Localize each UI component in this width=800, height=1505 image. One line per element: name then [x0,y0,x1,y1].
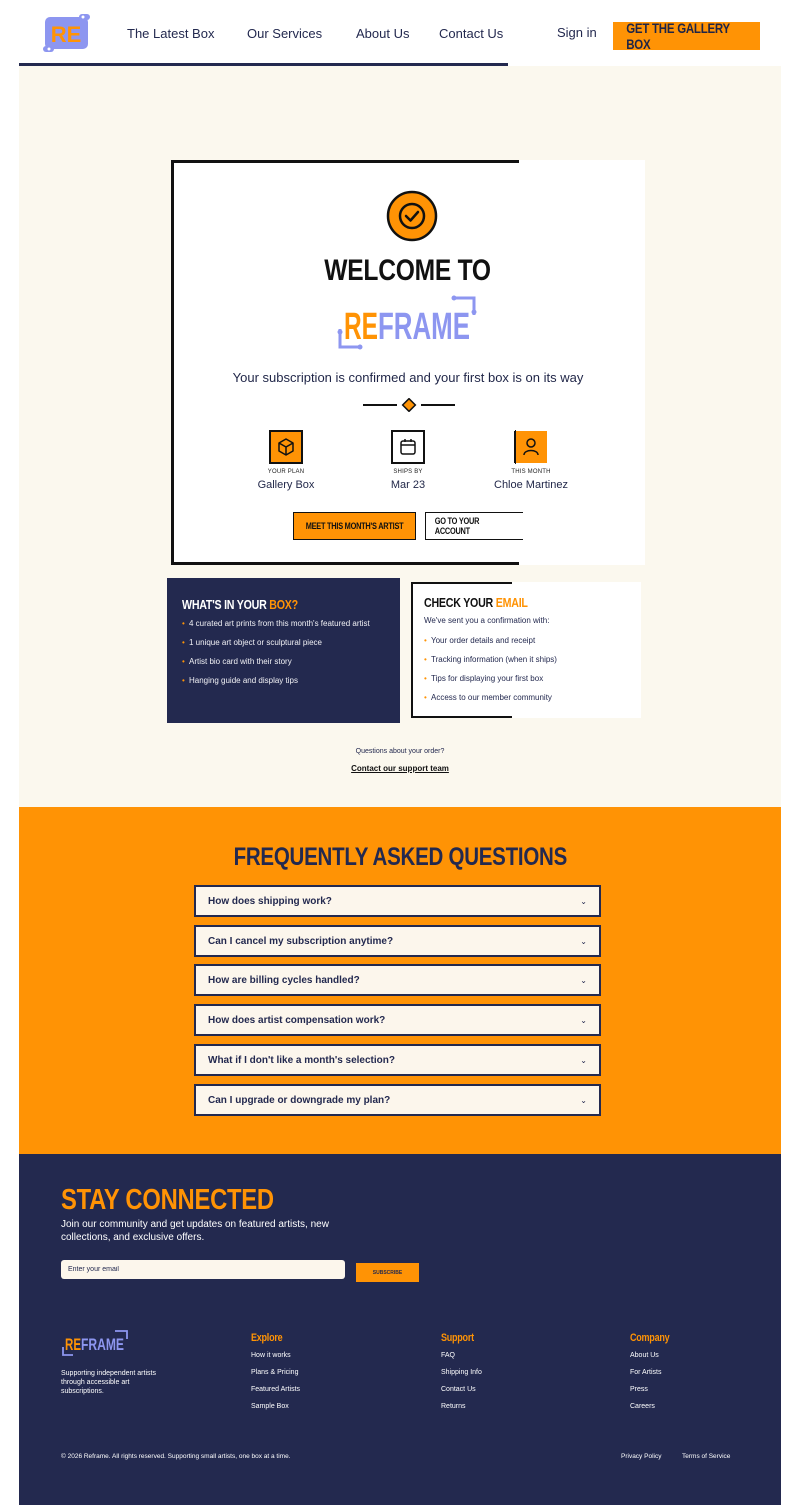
list-item: • Tracking information (when it ships) [424,654,628,666]
faq-item-cancel[interactable] [194,925,601,957]
footer-link[interactable]: Careers [630,1403,655,1410]
welcome-heading-text: WELCOME TO [324,254,492,287]
stay-connected-text: STAY CONNECTED [61,1184,274,1216]
footer-col-title-text: Explore [251,1332,283,1344]
stat-ships-value: Mar 23 [390,479,426,491]
get-gallery-box-button[interactable] [613,22,760,50]
box-contents-title-text [182,597,298,612]
faq-question: Can I cancel my subscription anytime? [208,935,394,947]
faq-question: How are billing cycles handled? [208,974,360,986]
svg-text:FRAME: FRAME [81,1335,124,1354]
footer-reframe-logo[interactable] [61,1329,129,1357]
welcome-heading [171,254,645,288]
privacy-policy-link[interactable]: Privacy Policy [621,1453,662,1460]
user-icon [514,430,548,464]
box-icon [269,430,303,464]
stat-month-label: THIS MONTH [511,469,551,475]
footer-col-title-text: Company [630,1332,670,1344]
email-title-accent: EMAIL [495,595,528,610]
email-title-prefix: CHECK YOUR [424,595,496,610]
get-gallery-box-label: GET THE GALLERY BOX [626,20,730,52]
subscribe-button[interactable]: SUBSCRIBE [356,1263,419,1282]
newsletter-description: Join our community and get updates on featured artists, new collections, and exclusive offers. [61,1219,329,1243]
support-question: Questions about your order? [355,748,445,755]
nav-our-services[interactable]: Our Services [247,26,323,41]
chevron-down-icon: ⌄ [580,1095,587,1105]
chevron-down-icon: ⌄ [580,1055,587,1065]
sign-in-link[interactable]: Sign in [557,25,597,40]
stat-ships-label: SHIPS BY [393,469,423,475]
footer-col-explore [251,1332,300,1420]
email-input[interactable] [61,1260,345,1279]
footer-col-support [441,1332,482,1420]
chevron-down-icon: ⌄ [580,936,587,946]
reframe-wordmark-logo [336,295,482,351]
list-item: • 1 unique art object or sculptural piece [182,637,385,649]
footer-link[interactable]: Returns [441,1403,466,1410]
faq-item-billing[interactable] [194,964,601,996]
faq-title-text: FREQUENTLY ASKED QUESTIONS [233,843,567,871]
svg-text:RE: RE [65,1335,81,1354]
footer-link[interactable]: For Artists [630,1369,662,1376]
site-header [19,0,781,66]
faq-question: How does artist compensation work? [208,1014,386,1026]
list-item: • Artist bio card with their story [182,656,385,668]
footer-link[interactable]: Contact Us [441,1386,476,1393]
chevron-down-icon: ⌄ [580,1015,587,1025]
confirmation-message: Your subscription is confirmed and your first box is on its way [232,370,584,385]
list-item: • Access to our member community [424,692,628,704]
check-email-frame [411,582,512,718]
footer-link[interactable]: FAQ [441,1352,456,1359]
calendar-icon [391,430,425,464]
nav-contact-us[interactable]: Contact Us [439,26,504,41]
svg-text:FRAME: FRAME [378,306,470,348]
footer-link[interactable]: About Us [630,1352,659,1359]
nav-about-us[interactable]: About Us [356,26,410,41]
footer-col-title [441,1332,482,1344]
meet-artist-label: MEET THIS MONTH'S ARTIST [305,521,404,531]
faq-question: Can I upgrade or downgrade my plan? [208,1094,391,1106]
terms-of-service-link[interactable]: Terms of Service [682,1453,731,1460]
box-contents-title [182,597,385,612]
footer-col-title [630,1332,678,1344]
check-email-subtitle: We've sent you a confirmation with: [424,616,550,625]
list-item: • Tips for displaying your first box [424,673,628,685]
footer-tagline: Supporting independent artists through accessible art subscriptions. [61,1370,156,1395]
footer-link[interactable]: Press [630,1386,648,1393]
contact-support-link[interactable]: Contact our support team [351,764,449,773]
reframe-logo-icon[interactable] [43,14,90,52]
footer-link[interactable]: Plans & Pricing [251,1369,299,1376]
logo-mark: RE [50,22,82,47]
list-item: • Hanging guide and display tips [182,675,385,687]
footer-col-title [251,1332,300,1344]
faq-title [19,843,781,872]
faq-item-compensation[interactable] [194,1004,601,1036]
faq-question: How does shipping work? [208,895,332,907]
box-title-accent: BOX? [269,597,298,612]
stat-plan [216,430,356,491]
footer-col-company [630,1332,678,1420]
footer-col-title-text: Support [441,1332,474,1344]
stat-this-month [461,430,601,491]
chevron-down-icon: ⌄ [580,975,587,985]
box-title-prefix: WHAT'S IN YOUR [182,597,270,612]
stat-plan-label: YOUR PLAN [267,469,305,475]
stat-ships-by [338,430,478,491]
stay-connected-title [61,1184,321,1217]
go-to-account-label: GO TO YOUR ACCOUNT [434,516,480,536]
faq-question: What if I don't like a month's selection? [208,1054,395,1066]
header-underline [19,63,508,66]
page [19,0,781,1505]
stat-plan-value: Gallery Box [257,479,315,491]
meet-artist-button[interactable] [293,512,416,540]
box-contents-panel [167,578,400,723]
list-item: • 4 curated art prints from this month's featured artist [182,618,385,630]
diamond-divider [363,398,455,412]
svg-text:RE: RE [344,306,378,348]
box-contents-list [182,618,385,687]
faq-item-shipping[interactable] [194,885,601,917]
stat-month-value: Chloe Martinez [494,479,568,491]
footer-link[interactable]: Featured Artists [251,1386,301,1393]
nav-latest-box[interactable]: The Latest Box [127,26,215,41]
faq-item-upgrade[interactable] [194,1084,601,1116]
footer-link[interactable]: How it works [251,1352,291,1359]
site-footer [19,1154,781,1505]
chevron-down-icon: ⌄ [580,896,587,906]
footer-link[interactable]: Sample Box [251,1403,289,1410]
list-item: • Your order details and receipt [424,635,628,647]
welcome-card-frame [171,160,519,565]
footer-link[interactable]: Shipping Info [441,1369,482,1376]
copyright-text: © 2026 Reframe. All rights reserved. Supporting small artists, one box at a time. [61,1453,291,1460]
go-to-account-button[interactable] [425,512,523,540]
faq-section [19,807,781,1154]
faq-item-selection[interactable] [194,1044,601,1076]
checkmark-circle-icon [386,190,438,242]
